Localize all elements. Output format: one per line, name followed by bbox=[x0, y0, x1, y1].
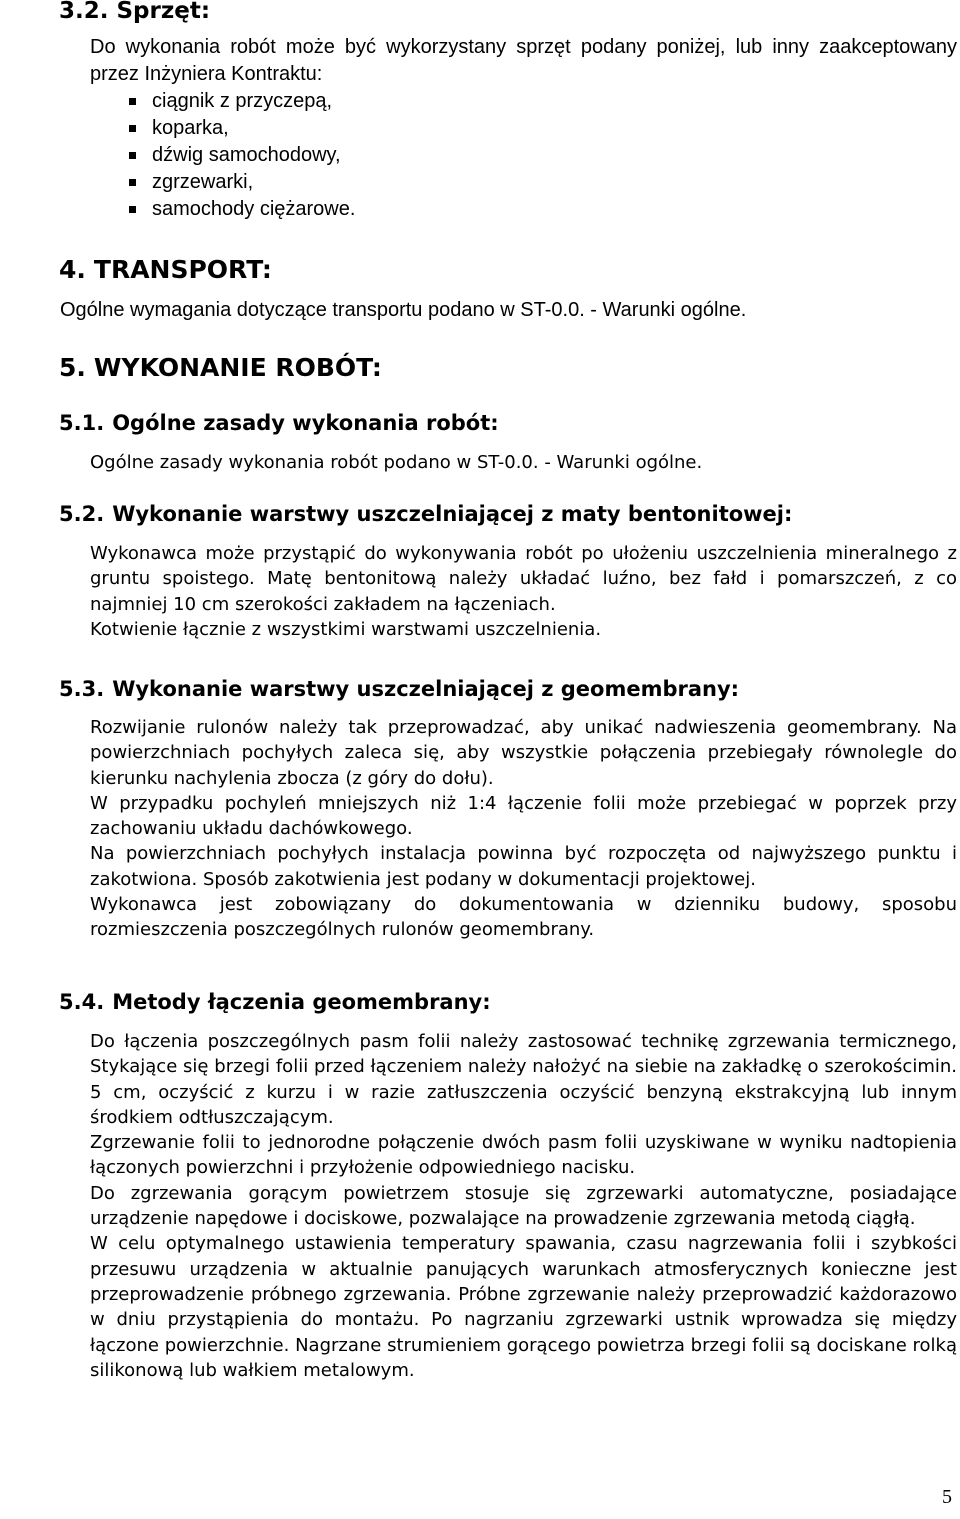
paragraph: W celu optymalnego ustawienia temperatury spawania, czasu nagrzewania folii i szybkości przesuwu urządzenia w aktualnie panujących warunkach atmosferycznych konieczne jest przeprowadzenie próbnego zgrzewania. Próbne zgrzewanie należy przeprowadzić każdorazowo w dniu przystąpienia do montażu. Po nagrzaniu zgrzewarki ustnik wprowadza się między łączone powierzchnie. Nagrzane strumieniem gorącego powietrza brzegi folii są dociskane rolką silikonową lub wałkiem metalowym. bbox=[90, 1233, 957, 1381]
paragraph: Wykonawca może przystąpić do wykonywania robót po ułożeniu uszczelnienia mineralnego z gruntu spoistego. Matę bentonitową należy układać luźno, bez fałd i pomarszczeń, z co najmniej 10 cm szerokości zakładem na łączeniach. bbox=[90, 543, 957, 615]
paragraph: Kotwienie łącznie z wszystkimi warstwami uszczelnienia. bbox=[90, 618, 602, 640]
paragraph: Ogólne wymagania dotyczące transportu podano w ST-0.0. - Warunki ogólne. bbox=[60, 299, 747, 321]
list-item: zgrzewarki, bbox=[129, 169, 355, 196]
section-5-2-heading bbox=[59, 502, 792, 526]
paragraph: Zgrzewanie folii to jednorodne połączenie dwóch pasm folii uzyskiwane w wyniku nadtopienia łączonych powierzchni i przyłożenie odpowiedniego nacisku. bbox=[90, 1132, 957, 1179]
list-item: samochody ciężarowe. bbox=[129, 196, 355, 223]
page-number: 5 bbox=[942, 1486, 952, 1508]
paragraph: Do zgrzewania gorącym powietrzem stosuje się zgrzewarki automatyczne, posiadające urządzenie napędowe i dociskowe, pozwalające na prowadzenie zgrzewania metodą ciągłą. bbox=[90, 1182, 957, 1230]
section-5-heading bbox=[59, 353, 382, 382]
section-number: 5.2. bbox=[59, 502, 105, 526]
section-5-1-body bbox=[90, 450, 957, 475]
section-title: TRANSPORT: bbox=[93, 255, 272, 284]
paragraph: Do wykonania robót może być wykorzystany sprzęt podany poniżej, lub inny zaakceptowany przez Inżyniera Kontraktu: bbox=[90, 36, 957, 85]
paragraph: Do łączenia poszczególnych pasm folii należy zastosować technikę zgrzewania termicznego, Stykające się brzegi folii przed łączeniem należy nałożyć na siebie na zakładkę o szerokościmin. 5 cm, oczyścić z kurzu i w razie zatłuszczenia oczyścić benzyną ekstrakcyjną lub innym środkiem odtłuszczającym. bbox=[90, 1031, 957, 1128]
equipment-list bbox=[129, 88, 355, 223]
section-5-3-heading bbox=[59, 677, 739, 701]
paragraph: Ogólne zasady wykonania robót podano w ST-0.0. - Warunki ogólne. bbox=[90, 452, 703, 473]
section-5-1-heading bbox=[59, 411, 499, 435]
square-bullet-icon bbox=[129, 152, 136, 159]
section-title: WYKONANIE ROBÓT: bbox=[93, 353, 382, 382]
section-number: 4. bbox=[59, 255, 86, 284]
section-title: Sprzęt: bbox=[116, 0, 211, 24]
paragraph: Rozwijanie rulonów należy tak przeprowadzać, aby unikać nadwieszenia geomembrany. Na powierzchniach pochyłych zaleca się, aby wszystkie połączenia przebiegały równolegle do kierunku nachylenia zbocza (z góry do dołu). bbox=[90, 717, 957, 789]
section-3-2-heading bbox=[59, 0, 210, 24]
square-bullet-icon bbox=[129, 179, 136, 186]
paragraph: Wykonawca jest zobowiązany do dokumentowania w dzienniku budowy, sposobu rozmieszczenia poszczególnych rulonów geomembrany. bbox=[90, 894, 957, 941]
section-5-3-body bbox=[90, 715, 957, 943]
section-title: Wykonanie warstwy uszczelniającej z maty bentonitowej: bbox=[112, 502, 793, 526]
section-title: Ogólne zasady wykonania robót: bbox=[112, 411, 499, 435]
section-4-heading bbox=[59, 255, 272, 284]
section-number: 5. bbox=[59, 353, 86, 382]
section-number: 5.1. bbox=[59, 411, 105, 435]
section-number: 3.2. bbox=[59, 0, 109, 24]
section-4-body bbox=[60, 296, 927, 324]
paragraph: W przypadku pochyleń mniejszych niż 1:4 łączenie folii może przebiegać w poprzek przy zachowaniu układu dachówkowego. bbox=[90, 792, 957, 840]
section-3-2-body bbox=[90, 34, 957, 88]
square-bullet-icon bbox=[129, 98, 136, 105]
list-item: koparka, bbox=[129, 115, 355, 142]
list-item: ciągnik z przyczepą, bbox=[129, 88, 355, 115]
section-5-4-heading bbox=[59, 990, 491, 1014]
square-bullet-icon bbox=[129, 125, 136, 132]
section-number: 5.3. bbox=[59, 677, 105, 701]
section-title: Metody łączenia geomembrany: bbox=[112, 990, 491, 1014]
list-item: dźwig samochodowy, bbox=[129, 142, 355, 169]
section-5-2-body bbox=[90, 541, 957, 642]
section-title: Wykonanie warstwy uszczelniającej z geomembrany: bbox=[112, 677, 740, 701]
square-bullet-icon bbox=[129, 206, 136, 213]
section-number: 5.4. bbox=[59, 990, 105, 1014]
paragraph: Na powierzchniach pochyłych instalacja powinna być rozpoczęta od najwyższego punktu i zakotwiona. Sposób zakotwienia jest podany w dokumentacji projektowej. bbox=[90, 843, 957, 890]
section-5-4-body bbox=[90, 1029, 957, 1383]
